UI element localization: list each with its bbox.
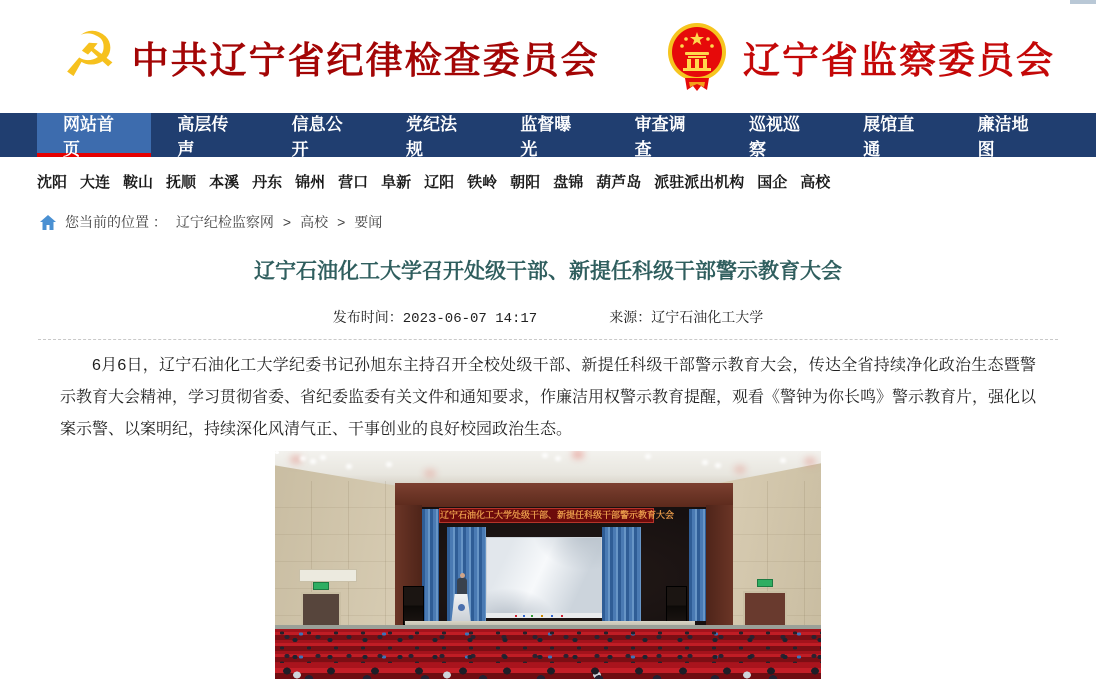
subnav-liaoyang[interactable]: 辽阳 [424, 173, 455, 191]
publish-value: 2023-06-07 14:17 [402, 311, 538, 327]
breadcrumb-section[interactable]: 高校 [300, 214, 329, 230]
photo-speaker-stack-right [666, 586, 687, 625]
photo-audience-far [275, 629, 821, 663]
photo-audience-near [275, 663, 821, 679]
subnav-shenyang[interactable]: 沈阳 [37, 173, 68, 191]
photo-podium-logo [458, 604, 465, 611]
city-subnav [0, 157, 1096, 205]
article-photo [275, 451, 821, 679]
nav-item-map[interactable]: 廉洁地图 [977, 115, 1029, 159]
subnav-chaoyang[interactable]: 朝阳 [510, 173, 541, 191]
subnav-dalian[interactable]: 大连 [80, 173, 111, 191]
main-nav [0, 113, 1096, 157]
publish-label: 发布时间： [332, 309, 403, 325]
photo-screen-strip [486, 613, 602, 618]
photo-proscenium-beam [395, 483, 733, 507]
source-label: 来源： [609, 309, 652, 325]
photo-speaker-stack-left [403, 586, 424, 625]
photo-exit-sign-left [313, 582, 329, 590]
photo-curtain-far-right [689, 509, 706, 621]
publish-time [333, 307, 537, 327]
nav-item-inspection[interactable]: 巡视巡察 [748, 115, 800, 159]
subnav-huludao[interactable]: 葫芦岛 [596, 173, 642, 191]
breadcrumb-sep: > [282, 214, 292, 230]
photo-exit-sign-right [757, 579, 773, 587]
photo-projection-screen [486, 537, 602, 617]
brand-supervision-committee [665, 0, 1055, 113]
nav-item-info[interactable]: 信息公开 [291, 115, 343, 159]
nav-item-investigation[interactable]: 审查调查 [634, 115, 686, 159]
subnav-dispatched-agencies[interactable]: 派驻派出机构 [654, 173, 745, 191]
nav-item-home[interactable]: 网站首页 [37, 113, 151, 157]
subnav-universities[interactable]: 高校 [800, 173, 831, 191]
article-title: 辽宁石油化工大学召开处级干部、新提任科级干部警示教育大会 [254, 260, 842, 283]
subnav-yingkou[interactable]: 营口 [338, 173, 369, 191]
site-header [0, 0, 1096, 113]
photo-speaker-person [457, 578, 467, 595]
nav-item-regulations[interactable]: 党纪法规 [405, 115, 457, 159]
brand-discipline-commission [62, 0, 600, 113]
nav-item-exposure[interactable]: 监督曝光 [520, 115, 572, 159]
subnav-anshan[interactable]: 鞍山 [123, 173, 154, 191]
article-source [609, 307, 763, 327]
breadcrumb-site[interactable]: 辽宁纪检监察网 [175, 214, 274, 230]
photo-stage-banner: 辽宁石油化工大学处级干部、新提任科级干部警示教育大会 [439, 508, 654, 523]
photo-wall-sign [299, 569, 357, 582]
breadcrumb-sep2: > [337, 214, 346, 230]
subnav-fushun[interactable]: 抚顺 [166, 173, 197, 191]
subnav-panjin[interactable]: 盘锦 [553, 173, 584, 191]
subnav-soe[interactable]: 国企 [757, 173, 788, 191]
subnav-dandong[interactable]: 丹东 [252, 173, 283, 191]
national-emblem-icon [665, 22, 729, 92]
subnav-fuxin[interactable]: 阜新 [381, 173, 412, 191]
meta-divider [38, 339, 1058, 340]
photo-screen-dots [515, 615, 517, 617]
article-meta [0, 307, 1096, 327]
left-org-title: 中共辽宁省纪律检查委员会 [131, 39, 600, 81]
source-value: 辽宁石油化工大学 [651, 309, 764, 325]
right-org-title: 辽宁省监察委员会 [743, 39, 1055, 81]
photo-curtain-far-left [422, 509, 439, 621]
subnav-jinzhou[interactable]: 锦州 [295, 173, 326, 191]
photo-curtain-right [602, 527, 641, 623]
photo-proscenium-pillar-right [706, 505, 733, 625]
subnav-benxi[interactable]: 本溪 [209, 173, 240, 191]
home-icon[interactable] [40, 215, 56, 230]
scrollbar-fragment [1070, 0, 1096, 4]
breadcrumb-page[interactable]: 要闻 [354, 214, 383, 230]
party-emblem-icon: ☭ [62, 17, 118, 91]
photo-ceiling-lights [275, 451, 279, 454]
article-paragraph: 6月6日，辽宁石油化工大学纪委书记孙旭东主持召开全校处级干部、新提任科级干部警示教育大会，传达全省持续净化政治生态暨警示教育大会精神，学习贯彻省委、省纪委监委有关文件和通知要求，作廉洁用权警示教育提醒，观看《警钟为你长鸣》警示教育片，强化以案示警、以案明纪，持续深化风清气正、干事创业的良好校园政治生态。 [60, 357, 1037, 438]
subnav-tieling[interactable]: 铁岭 [467, 173, 498, 191]
nav-item-exhibition[interactable]: 展馆直通 [863, 115, 915, 159]
breadcrumb-label: 您当前的位置 ： [65, 214, 167, 230]
breadcrumb [0, 205, 1096, 239]
nav-item-voice[interactable]: 高层传声 [177, 115, 229, 159]
